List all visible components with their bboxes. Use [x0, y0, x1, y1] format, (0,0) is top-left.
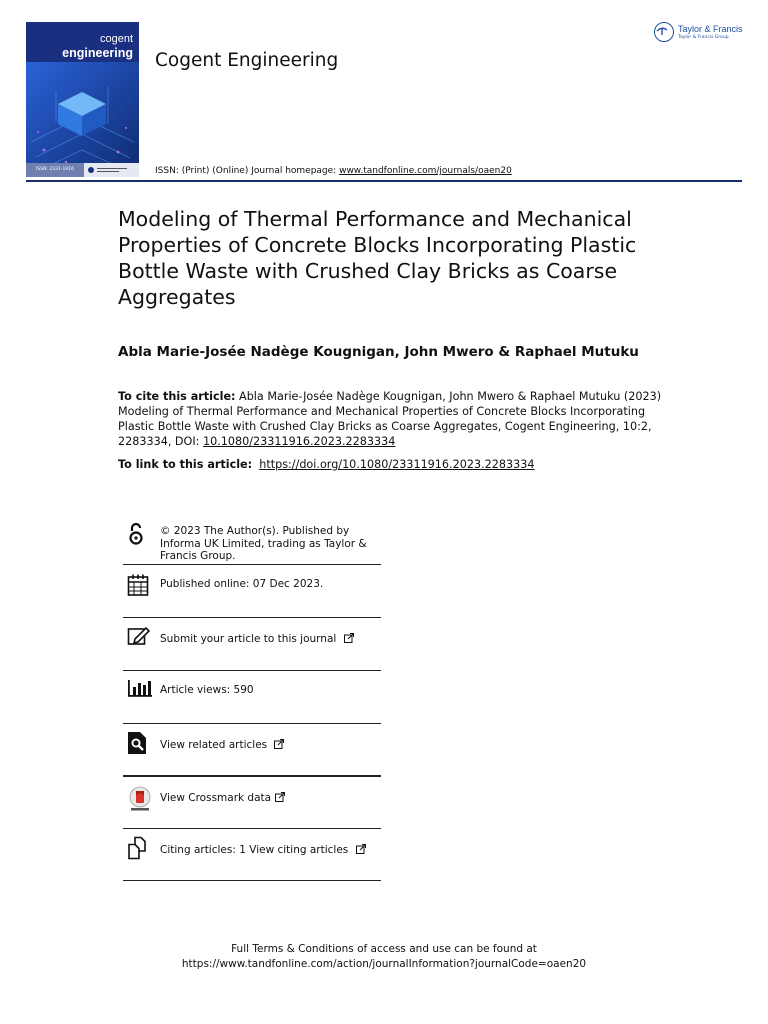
info-divider [123, 880, 381, 881]
article-views: Article views: 590 [160, 684, 254, 696]
citing-articles-icon [127, 836, 151, 860]
info-divider [123, 723, 381, 724]
info-divider [123, 564, 381, 565]
article-link-label: To link to this article: [118, 458, 253, 471]
cover-publisher-line [97, 168, 127, 169]
citing-articles-link[interactable] [123, 830, 381, 880]
external-link-icon [274, 739, 284, 749]
related-articles-text: View related articles [160, 739, 268, 751]
article-link-block [118, 458, 534, 471]
submit-article-text: Submit your article to this journal [160, 633, 337, 645]
issn-line [155, 166, 512, 176]
external-link-icon [275, 792, 285, 802]
license-text: © 2023 The Author(s). Published by Informa UK Limited, trading as Taylor & Francis Group. [160, 525, 367, 562]
citation-text: Abla Marie-Josée Nadège Kougnigan, John Mwero & Raphael Mutuku (2023) Modeling of Thermal Performance and Mechanical Properties of Concrete Blocks Incorporating Plastic Bottle Waste with Crushed Clay Bricks as Coarse Aggregates, Cogent Engineering, 10:2, 2283334, DOI: [118, 390, 662, 448]
cover-circuit-art [26, 62, 139, 177]
submit-article-link[interactable] [123, 619, 381, 669]
external-link-icon [344, 633, 354, 643]
article-views-row [123, 672, 381, 722]
article-doi-link[interactable]: https://doi.org/10.1080/23311916.2023.2283334 [259, 458, 535, 471]
terms-text: Full Terms & Conditions of access and use can be found at [231, 943, 537, 955]
info-divider [123, 828, 381, 829]
journal-cover-image[interactable] [26, 22, 139, 177]
terms-link[interactable]: https://www.tandfonline.com/action/journalInformation?journalCode=oaen20 [181, 958, 587, 970]
published-row [123, 566, 381, 616]
crossmark-text: View Crossmark data [160, 792, 272, 804]
info-divider [123, 617, 381, 618]
terms-footer [0, 942, 768, 972]
open-access-row [123, 520, 381, 564]
calendar-icon [127, 573, 149, 597]
cover-publisher-line [97, 171, 119, 172]
citation-label: To cite this article: [118, 390, 236, 403]
citation-block [118, 389, 663, 449]
citation-doi-link[interactable]: 10.1080/23311916.2023.2283334 [202, 435, 396, 448]
crossmark-icon [127, 786, 153, 812]
journal-homepage-link[interactable]: www.tandfonline.com/journals/oaen20 [339, 166, 512, 176]
taylor-francis-logo-icon [654, 22, 674, 42]
bar-chart-icon [127, 678, 153, 698]
header-divider [26, 180, 742, 182]
info-divider [123, 775, 381, 777]
cover-brand-engineering: engineering [62, 46, 133, 60]
article-authors: Abla Marie-Josée Nadège Kougnigan, John Mwero & Raphael Mutuku [118, 344, 639, 360]
crossmark-link[interactable] [123, 778, 381, 828]
external-link-icon [356, 844, 366, 854]
related-search-icon [127, 731, 147, 755]
cover-issn: ISSN: 2331-1916 [26, 163, 84, 177]
publisher-name: Taylor & Francis [678, 24, 743, 34]
cover-brand-cogent: cogent [99, 33, 133, 45]
issn-text: ISSN: (Print) (Online) Journal homepage: [155, 166, 340, 176]
cover-publisher-logo-icon [88, 167, 94, 173]
taylor-francis-logo[interactable] [654, 22, 750, 46]
journal-title: Cogent Engineering [155, 50, 339, 71]
open-access-icon [127, 522, 145, 546]
publisher-tagline: Taylor & Francis Group [678, 35, 729, 40]
info-divider [123, 670, 381, 671]
related-articles-link[interactable] [123, 725, 381, 775]
edit-icon [127, 625, 151, 647]
article-title: Modeling of Thermal Performance and Mechanical Properties of Concrete Blocks Incorporating Plastic Bottle Waste with Crushed Clay Bricks as Coarse Aggregates [118, 207, 637, 309]
citing-articles-text: Citing articles: 1 View citing articles [160, 844, 349, 856]
published-date: Published online: 07 Dec 2023. [160, 578, 324, 590]
